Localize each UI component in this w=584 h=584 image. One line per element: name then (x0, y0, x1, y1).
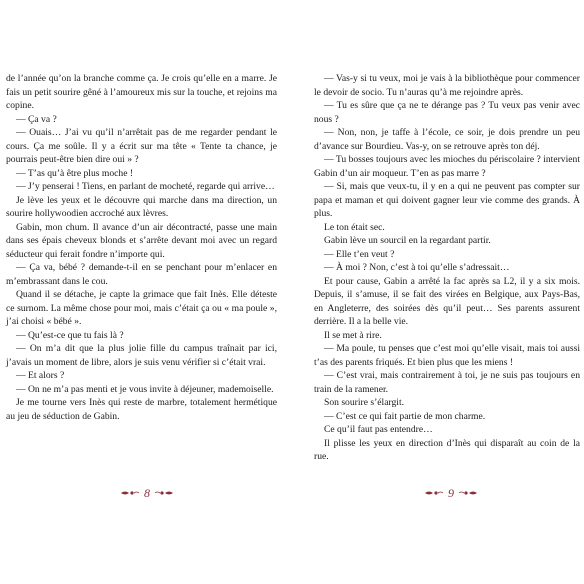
paragraph: Gabin lève un sourcil en la regardant partir. (324, 235, 491, 246)
paragraph: — Ça va, bébé ? demande-t-il en se penchant pour m’enlacer en m’embrassant dans le cou. (6, 262, 277, 287)
paragraph: — On m’a dit que la plus jolie fille du campus traînait par ici, j’avais un moment de libre, alors je suis venu vérifier si c’était vrai. (6, 343, 277, 368)
left-page-text (6, 72, 277, 423)
paragraph: — Qu’est-ce que tu fais là ? (16, 329, 124, 341)
paragraph: Le ton était sec. (324, 221, 385, 233)
paragraph: Ce qu’il faut pas entendre… (324, 424, 433, 435)
paragraph: — Si, mais que veux-tu, il y en a qui ne peuvent pas compter sur papa et maman et qui doivent gagner leur vie comme des grands. À plus. (314, 181, 580, 219)
paragraph: Gabin, mon chum. Il avance d’un air décontracté, passe une main dans ses épais cheveux blonds et s’arrête devant moi avec un regard séducteur qui ferait fondre n’importe qui. (6, 221, 277, 260)
paragraph: — Non, non, je taffe à l’école, ce soir, je dois prendre un peu d’avance sur Bourdieu. Vas-y, on se retrouve après ton déj. (314, 127, 580, 152)
page-number: 9 (448, 485, 454, 500)
paragraph: Il se met à rire. (324, 329, 382, 341)
paragraph: — Tu bosses toujours avec les mioches du périscolaire ? intervient Gabin d’un air moqueur. T’en as pas marre ? (314, 154, 580, 179)
paragraph: de l’année qu’on la branche comme ça. Je crois qu’elle en a marre. Je fais un petit sourire gêné à l’amoureux mis sur la touche, et rejoins ma copine. (6, 73, 277, 111)
floral-ornament-icon (154, 489, 174, 497)
paragraph: — Tu es sûre que ça ne te dérange pas ? Tu veux pas venir avec nous ? (314, 100, 580, 125)
paragraph: — C’est ce qui fait partie de mon charme. (324, 410, 486, 422)
paragraph: Il plisse les yeux en direction d’Inès qui disparaît au coin de la rue. (314, 437, 580, 462)
left-page-folio (120, 486, 174, 500)
paragraph: Je me tourne vers Inès qui reste de marbre, totalement hermétique au jeu de séduction de Gabin. (6, 397, 277, 422)
floral-ornament-icon (424, 489, 444, 497)
paragraph: — T’as qu’à être plus moche ! (16, 167, 134, 179)
paragraph: — Ma poule, tu penses que c’est moi qu’elle visait, mais toi aussi t’as des parents friqués. Et bien plus que les miens ! (314, 343, 580, 368)
floral-ornament-icon (120, 489, 140, 497)
paragraph: — Vas-y si tu veux, moi je vais à la bibliothèque pour commencer le devoir de socio. Tu n’auras qu’à me rejoindre après. (314, 73, 580, 98)
paragraph: — À moi ? Non, c’est à toi qu’elle s’adressait… (324, 262, 510, 273)
right-page-text (314, 72, 580, 464)
paragraph: Et pour cause, Gabin a arrêté la fac après sa L2, il y a six mois. Depuis, il s’amuse, il se fait des virées en Belgique, aux Pays-Bas, en Angleterre, des soirées dès qu’il peut… Ses parents assurent derrière. Il a la belle vie. (314, 275, 580, 327)
paragraph: Quand il se détache, je capte la grimace que fait Inès. Elle déteste ce surnom. La même chose pour moi, mais c’était ça ou « ma poule », j’ai choisi « bébé ». (6, 289, 277, 327)
paragraph: — Ouais… J’ai vu qu’il n’arrêtait pas de me regarder pendant le cours. Ça me soûle. Il y a écrit sur ma tête « Tente ta chance, je pourrais peut-être bien dire oui » ? (6, 127, 277, 165)
paragraph: — Ça va ? (16, 113, 57, 125)
paragraph: — J’y penserai ! Tiens, en parlant de mocheté, regarde qui arrive… (16, 181, 275, 192)
paragraph: — Elle t’en veut ? (324, 248, 395, 260)
page-number: 8 (144, 485, 150, 500)
paragraph: — Et alors ? (16, 370, 65, 381)
paragraph: — C’est vrai, mais contrairement à toi, je ne suis pas toujours en train de la ramener. (314, 370, 580, 395)
paragraph: — On ne m’a pas menti et je vous invite à déjeuner, mademoiselle. (16, 383, 274, 395)
floral-ornament-icon (458, 489, 478, 497)
paragraph: Je lève les yeux et le découvre qui marche dans ma direction, un sourire hollywoodien accroché aux lèvres. (6, 194, 277, 219)
paragraph: Son sourire s’élargit. (324, 397, 405, 408)
right-page-folio (424, 486, 478, 500)
